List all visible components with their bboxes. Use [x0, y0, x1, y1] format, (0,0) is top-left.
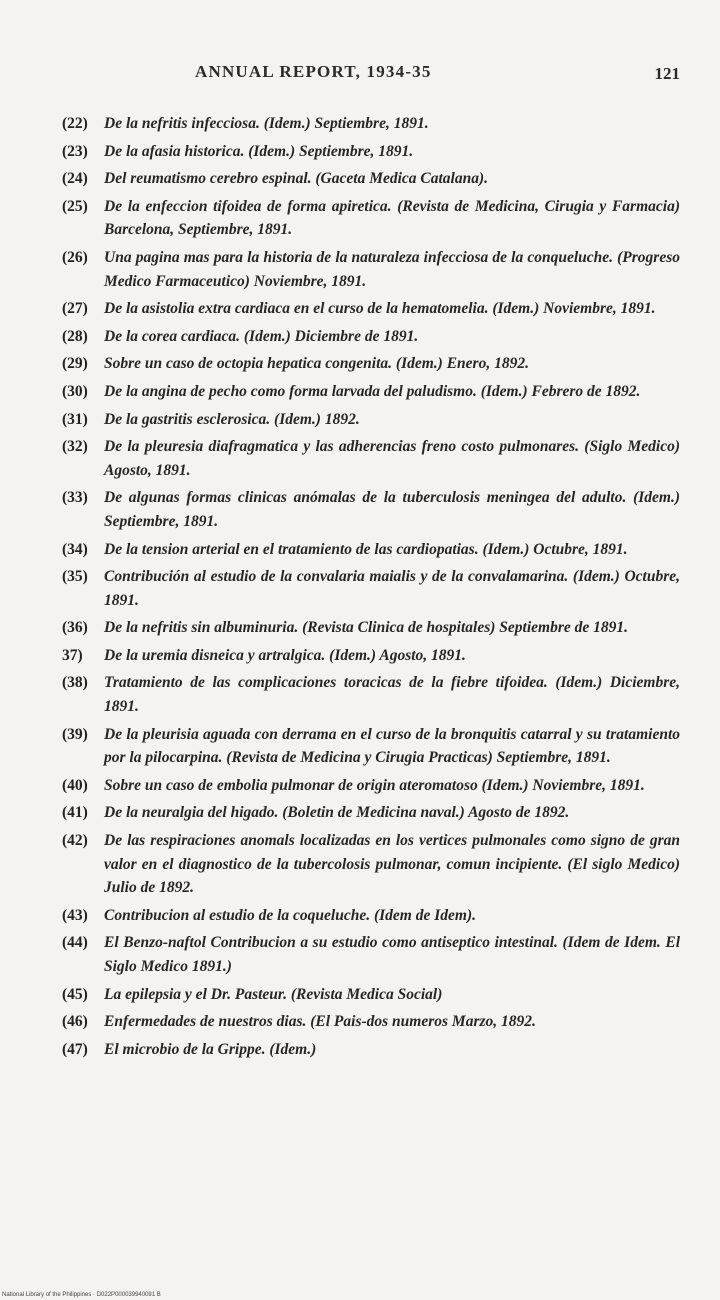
- entry-number: (35): [62, 568, 88, 586]
- entry-number: (39): [62, 725, 88, 743]
- entry-number: (31): [62, 410, 88, 428]
- entry-text: Sobre un caso de octopia hepatica congenita. (Idem.) Enero, 1892.: [104, 355, 529, 373]
- entry-text: Contribución al estudio de la convalaria maialis y de la convalamarina. (Idem.) Octubre, 1891.: [104, 568, 680, 609]
- entry-text: Del reumatismo cerebro espinal. (Gaceta Medica Catalana).: [104, 170, 489, 188]
- entry-text: De la afasia historica. (Idem.) Septiembre, 1891.: [104, 142, 414, 160]
- entry-text: Sobre un caso de embolia pulmonar de origin ateromatoso (Idem.) Noviembre, 1891.: [104, 776, 645, 794]
- entry-number: (30): [62, 382, 88, 400]
- bibliography-entry: [62, 112, 680, 136]
- entry-number: (22): [62, 115, 88, 132]
- entry-number: (36): [62, 619, 88, 637]
- bibliography-entry: [62, 538, 680, 562]
- page-number: 121: [654, 64, 680, 83]
- bibliography-entry: [62, 723, 680, 770]
- bibliography-entry: [62, 246, 680, 293]
- bibliography-entry: [62, 774, 680, 798]
- entry-number: (29): [62, 355, 88, 373]
- entry-text: La epilepsia y el Dr. Pasteur. (Revista Medica Social): [104, 985, 443, 1003]
- entry-text: De algunas formas clinicas anómalas de la tuberculosis meningea del adulto. (Idem.) Septiembre, 1891.: [104, 489, 680, 530]
- footer-note: National Library of the Philippines · D022P000039940091 B: [2, 1292, 161, 1298]
- entry-text: De la neuralgia del higado. (Boletin de Medicina naval.) Agosto de 1892.: [104, 804, 570, 822]
- bibliography-entry: [62, 325, 680, 349]
- entry-number: (34): [62, 540, 88, 558]
- bibliography-entry: [62, 616, 680, 640]
- bibliography-entry: [62, 983, 680, 1007]
- entry-number: (44): [62, 934, 88, 952]
- entry-number: (33): [62, 489, 88, 507]
- entry-text: De la enfeccion tifoidea de forma apiretica. (Revista de Medicina, Cirugia y Farmacia) Barcelona, Septiembre, 1891.: [104, 197, 680, 239]
- bibliography-entry: [62, 671, 680, 718]
- bibliography-entry: [62, 565, 680, 612]
- bibliography-entry: [62, 140, 680, 164]
- entry-number: (43): [62, 906, 88, 924]
- entry-text: El microbio de la Grippe. (Idem.): [104, 1040, 317, 1058]
- bibliography-entry: [62, 1010, 680, 1034]
- entry-text: De la pleurisia aguada con derrama en el curso de la bronquitis catarral y su tratamiento por la pilocarpina. (Revista de Medicina y Cirugia Practicas) Septiembre, 1891.: [104, 725, 680, 767]
- entry-text: De las respiraciones anomals localizadas en los vertices pulmonales como signo de gran valor en el diagnostico de la tubercolosis pulmonar, comun incipiente. (El siglo Medico) Julio de 1892.: [104, 832, 680, 897]
- entry-text: De la nefritis sin albuminuria. (Revista Clinica de hospitales) Septiembre de 1891.: [104, 619, 629, 637]
- entry-number: (47): [62, 1040, 88, 1058]
- entry-number: (45): [62, 985, 88, 1003]
- entry-number: (42): [62, 832, 88, 850]
- bibliography-list: [62, 112, 680, 1065]
- entry-number: (27): [62, 300, 88, 318]
- bibliography-entry: [62, 829, 680, 900]
- entry-number: (40): [62, 776, 88, 794]
- entry-text: De la pleuresia diafragmatica y las adherencias freno costo pulmonares. (Siglo Medico) Agosto, 1891.: [104, 438, 680, 479]
- bibliography-entry: [62, 297, 680, 321]
- running-title: ANNUAL REPORT, 1934-35: [195, 62, 432, 81]
- bibliography-entry: [62, 644, 680, 668]
- bibliography-entry: [62, 486, 680, 533]
- entry-text: Una pagina mas para la historia de la naturaleza infecciosa de la conqueluche. (Progreso Medico Farmaceutico) Noviembre, 1891.: [104, 248, 680, 290]
- entry-number: (24): [62, 170, 88, 188]
- bibliography-entry: [62, 380, 680, 404]
- entry-text: Enfermedades de nuestros dias. (El Pais-dos numeros Marzo, 1892.: [104, 1013, 536, 1031]
- entry-text: De la nefritis infecciosa. (Idem.) Septiembre, 1891.: [104, 115, 429, 132]
- entry-text: De la tension arterial en el tratamiento de las cardiopatias. (Idem.) Octubre, 1891.: [104, 540, 628, 558]
- bibliography-entry: [62, 352, 680, 376]
- entry-text: Tratamiento de las complicaciones toracicas de la fiebre tifoidea. (Idem.) Diciembre, 1891.: [104, 674, 680, 716]
- bibliography-entry: [62, 931, 680, 978]
- entry-text: De la gastritis esclerosica. (Idem.) 1892.: [104, 410, 360, 428]
- entry-number: (25): [62, 197, 88, 215]
- entry-text: Contribucion al estudio de la coqueluche. (Idem de Idem).: [104, 906, 476, 924]
- entry-text: De la uremia disneica y artralgica. (Idem.) Agosto, 1891.: [104, 646, 466, 664]
- entry-number: (32): [62, 438, 88, 456]
- entry-number: (38): [62, 674, 88, 692]
- bibliography-entry: [62, 408, 680, 432]
- entry-number: (41): [62, 804, 88, 822]
- bibliography-entry: [62, 1038, 680, 1062]
- bibliography-entry: [62, 195, 680, 242]
- entry-number: (28): [62, 327, 88, 345]
- bibliography-entry: [62, 435, 680, 482]
- entry-text: De la angina de pecho como forma larvada del paludismo. (Idem.) Febrero de 1892.: [104, 382, 641, 400]
- page-header: [60, 62, 680, 88]
- bibliography-entry: [62, 167, 680, 191]
- entry-text: El Benzo-naftol Contribucion a su estudio como antiseptico intestinal. (Idem de Idem. El Siglo Medico 1891.): [104, 934, 680, 975]
- entry-number: (23): [62, 142, 88, 160]
- entry-text: De la asistolia extra cardiaca en el curso de la hematomelia. (Idem.) Noviembre, 1891.: [104, 300, 656, 318]
- entry-number: (46): [62, 1013, 88, 1031]
- entry-text: De la corea cardiaca. (Idem.) Diciembre de 1891.: [104, 327, 419, 345]
- entry-number: 37): [62, 646, 83, 664]
- bibliography-entry: [62, 904, 680, 928]
- entry-number: (26): [62, 248, 88, 266]
- bibliography-entry: [62, 801, 680, 825]
